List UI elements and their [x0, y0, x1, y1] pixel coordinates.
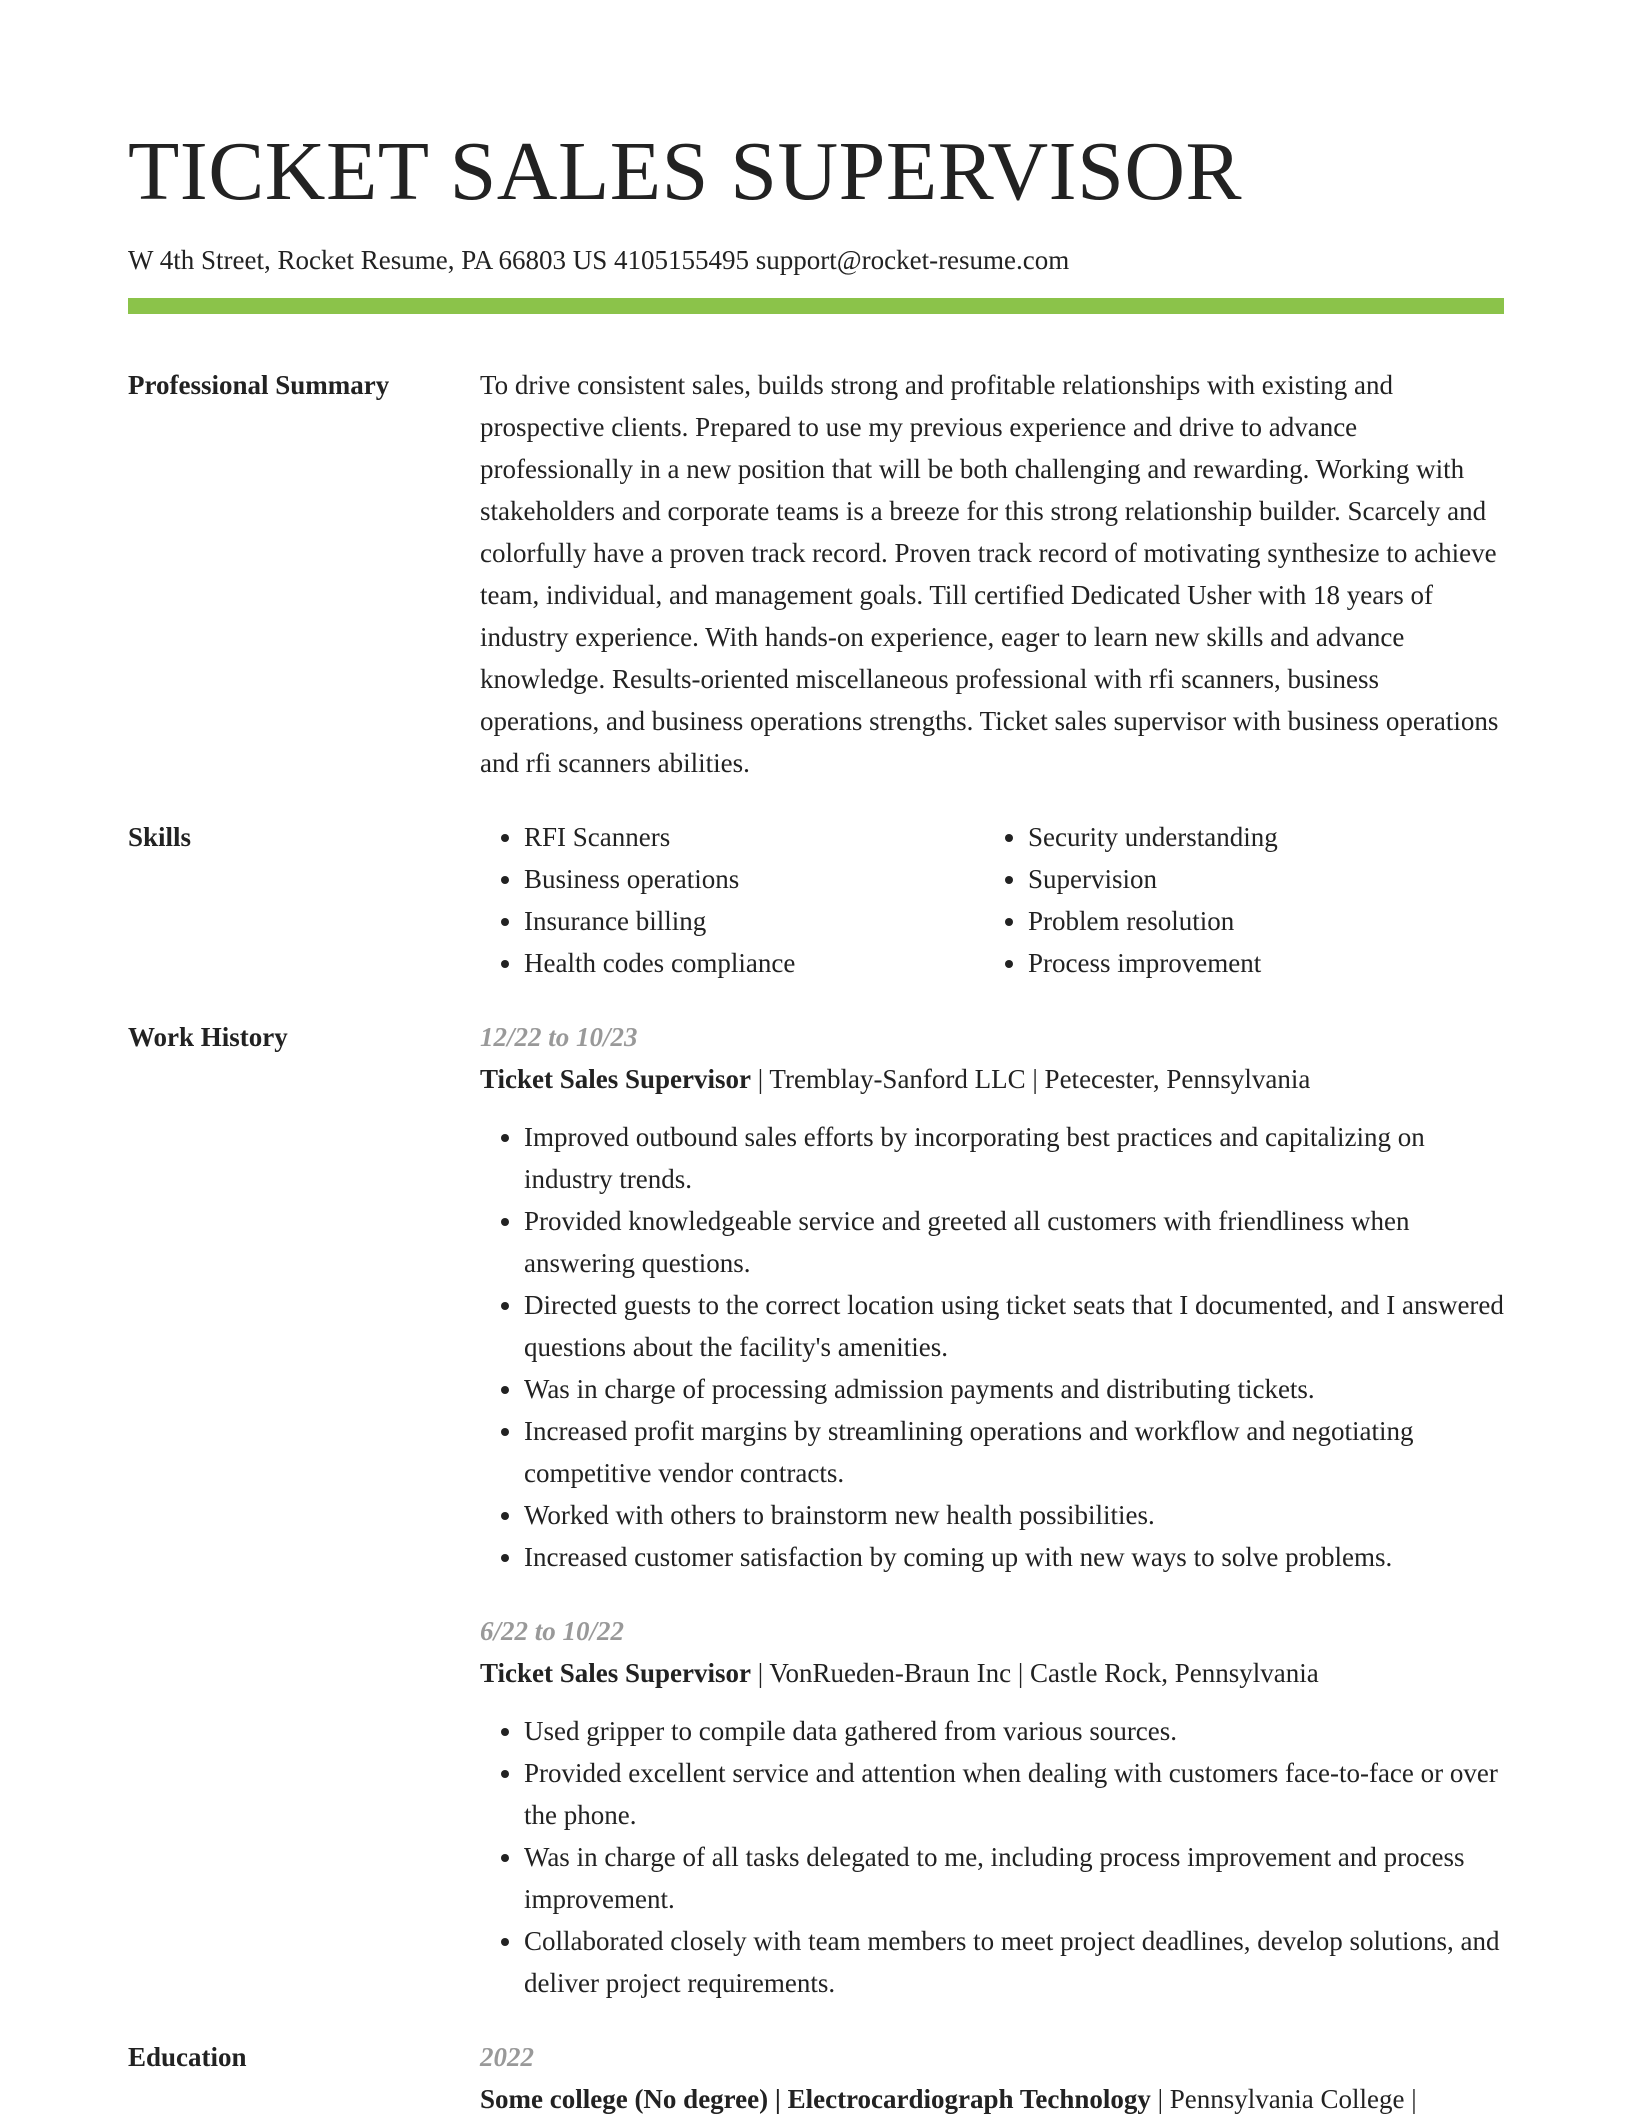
job-bullets	[480, 1710, 1504, 2004]
job-bullet: • Improved outbound sales efforts by incorporating best practices and capitalizing on industry trends.	[524, 1116, 1504, 1200]
job-bullet: • Increased profit margins by streamlining operations and workflow and negotiating competitive vendor contracts.	[524, 1410, 1504, 1494]
job-bullet: • Provided excellent service and attention when dealing with customers face-to-face or over the phone.	[524, 1752, 1504, 1836]
work-history-list	[480, 1016, 1504, 2004]
education-entry	[480, 2036, 1504, 2120]
job-employer-location: | VonRueden-Braun Inc | Castle Rock, Pennsylvania	[751, 1658, 1319, 1688]
skill-item: • Process improvement	[1028, 942, 1504, 984]
job-entry	[480, 1610, 1504, 2004]
skill-item: • Health codes compliance	[524, 942, 984, 984]
education-date: 2022	[480, 2042, 534, 2072]
job-bullet: • Worked with others to brainstorm new health possibilities.	[524, 1494, 1504, 1536]
skill-item: • Business operations	[524, 858, 984, 900]
job-title-line	[480, 1652, 1504, 1694]
work-history-heading: Work History	[128, 1022, 288, 1052]
job-bullet: • Collaborated closely with team members to meet project deadlines, develop solutions, and deliver project requirements.	[524, 1920, 1504, 2004]
job-date: 12/22 to 10/23	[480, 1022, 638, 1052]
work-history-section	[128, 1016, 1504, 2004]
contact-email: support@rocket-resume.com	[755, 245, 1070, 275]
skills-heading: Skills	[128, 822, 192, 852]
job-entry	[480, 1016, 1504, 1578]
job-bullet: • Directed guests to the correct location using ticket seats that I documented, and I answered questions about the facility's amenities.	[524, 1284, 1504, 1368]
job-bullet: • Was in charge of all tasks delegated to me, including process improvement and process improvement.	[524, 1836, 1504, 1920]
skills-section	[128, 816, 1504, 984]
education-school: | Pennsylvania College |	[1150, 2084, 1417, 2114]
summary-text: To drive consistent sales, builds strong and profitable relationships with existing and prospective clients. Prepared to use my previous experience and drive to advance professionally in a new position that will be both challenging and rewarding. Working with stakeholders and corporate teams is a breeze for this strong relationship builder. Scarcely and colorfully have a proven track record. Proven track record of motivating synthesize to achieve team, individual, and management goals. Till certified Dedicated Usher with 18 years of industry experience. With hands-on experience, eager to learn new skills and advance knowledge. Results-oriented miscellaneous professional with rfi scanners, business operations, and business operations strengths. Ticket sales supervisor with business operations and rfi scanners abilities.	[480, 370, 1499, 778]
job-bullet: • Increased customer satisfaction by coming up with new ways to solve problems.	[524, 1536, 1504, 1578]
education-section	[128, 2036, 1504, 2120]
job-date: 6/22 to 10/22	[480, 1616, 625, 1646]
job-bullet: • Used gripper to compile data gathered from various sources.	[524, 1710, 1504, 1752]
skill-item: • Problem resolution	[1028, 900, 1504, 942]
job-bullets	[480, 1116, 1504, 1578]
education-line	[480, 2078, 1504, 2120]
job-title-line	[480, 1058, 1504, 1100]
header-divider	[128, 298, 1504, 314]
job-bullet: • Provided knowledgeable service and greeted all customers with friendliness when answering questions.	[524, 1200, 1504, 1284]
summary-heading: Professional Summary	[128, 370, 390, 400]
skills-column-left	[480, 816, 984, 984]
contact-line	[128, 240, 1504, 280]
job-employer-location: | Tremblay-Sanford LLC | Petecester, Pennsylvania	[751, 1064, 1311, 1094]
education-degree: Some college (No degree) | Electrocardiograph Technology	[480, 2084, 1151, 2114]
job-bullet: • Was in charge of processing admission payments and distributing tickets.	[524, 1368, 1504, 1410]
education-heading: Education	[128, 2042, 247, 2072]
skills-column-right	[984, 816, 1504, 984]
skill-item: • Security understanding	[1028, 816, 1504, 858]
job-title: Ticket Sales Supervisor	[480, 1064, 752, 1094]
contact-address: W 4th Street, Rocket Resume, PA 66803 US	[128, 245, 608, 275]
skill-item: • Supervision	[1028, 858, 1504, 900]
candidate-name: TICKET SALES SUPERVISOR	[128, 125, 1243, 218]
skill-item: • Insurance billing	[524, 900, 984, 942]
skills-list	[480, 816, 1504, 984]
job-title: Ticket Sales Supervisor	[480, 1658, 752, 1688]
contact-phone: 4105155495	[614, 245, 749, 275]
summary-section	[128, 364, 1504, 784]
skill-item: • RFI Scanners	[524, 816, 984, 858]
